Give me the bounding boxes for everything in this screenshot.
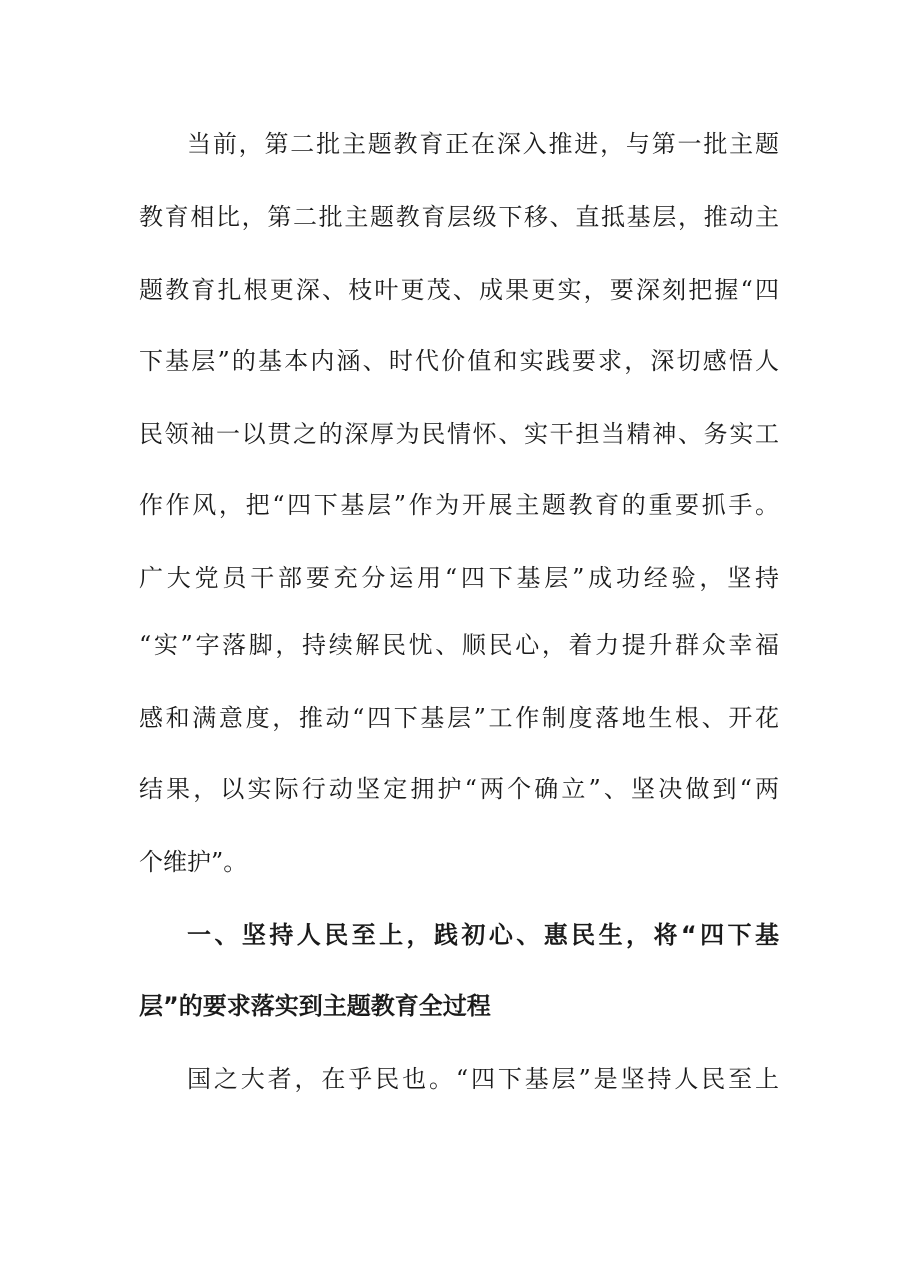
paragraph-1-line-6: 作作风，把“四下基层”作为开展主题教育的重要抓手。 xyxy=(139,491,779,519)
paragraph-1-line-4: 下基层”的基本内涵、时代价值和实践要求，深切感悟人 xyxy=(139,347,779,375)
heading-1-line-2: 层”的要求落实到主题教育全过程 xyxy=(139,992,491,1020)
paragraph-1-line-8: “实”字落脚，持续解民忧、顺民心，着力提升群众幸福 xyxy=(139,631,779,659)
paragraph-1-line-11: 个维护”。 xyxy=(139,848,248,876)
paragraph-1-line-3: 题教育扎根更深、枝叶更茂、成果更实，要深刻把握“四 xyxy=(139,276,779,304)
heading-1-line-1: 一、坚持人民至上，践初心、惠民生，将“四下基 xyxy=(187,921,779,949)
paragraph-1-line-9: 感和满意度，推动“四下基层”工作制度落地生根、开花 xyxy=(139,704,779,732)
paragraph-1-line-2: 教育相比，第二批主题教育层级下移、直抵基层，推动主 xyxy=(139,203,779,231)
paragraph-1-line-1: 当前，第二批主题教育正在深入推进，与第一批主题 xyxy=(187,130,779,158)
paragraph-1-line-7: 广大党员干部要充分运用“四下基层”成功经验，坚持 xyxy=(139,564,779,592)
paragraph-1-line-5: 民领袖一以贯之的深厚为民情怀、实干担当精神、务实工 xyxy=(139,420,779,448)
paragraph-1-line-10: 结果，以实际行动坚定拥护“两个确立”、坚决做到“两 xyxy=(139,775,779,803)
paragraph-2-line-1: 国之大者，在乎民也。“四下基层”是坚持人民至上 xyxy=(187,1065,779,1093)
